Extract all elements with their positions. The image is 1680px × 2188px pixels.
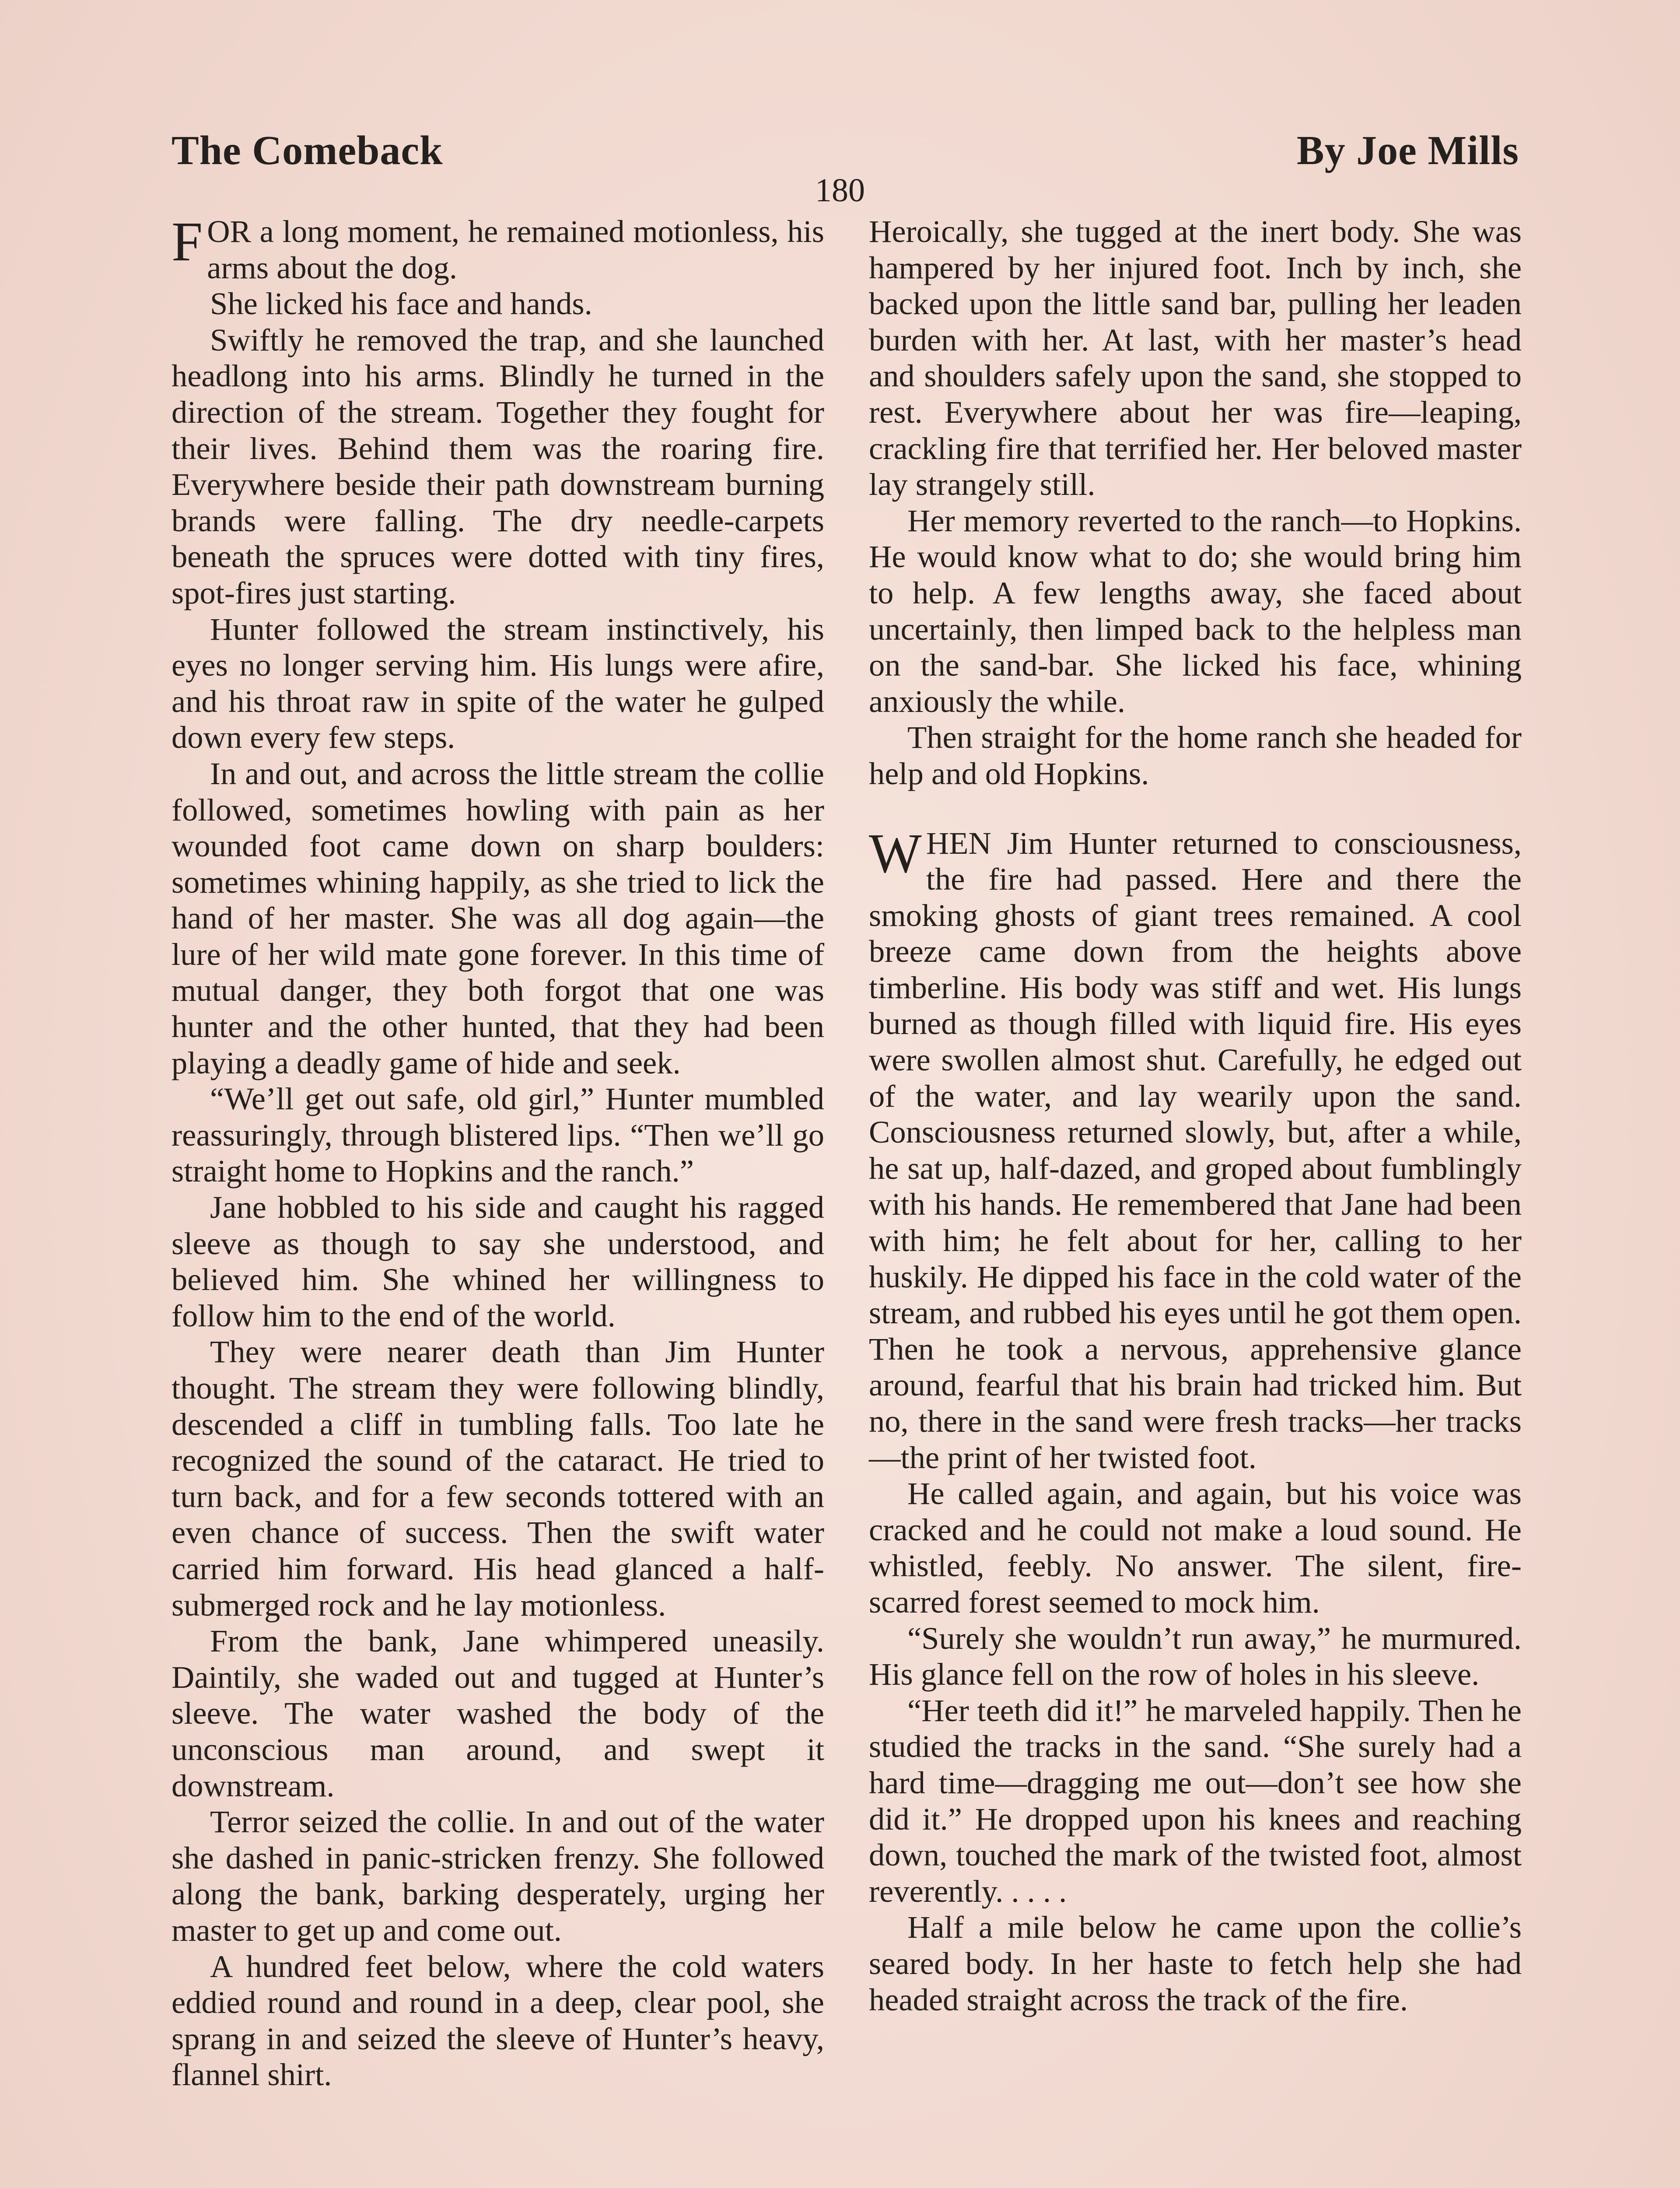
paragraph: FOR a long moment, he remained motionless, his arms about the dog. — [172, 210, 824, 285]
paragraph: In and out, and across the little stream the collie followed, sometimes howling with pain as her wounded foot came down on sharp boulders: sometimes whining happily, as she tried to lick the hand of her master. She was all dog again—the lure of her wild mate gone forever. In this time of mutual danger, they both forgot that one was hunter and the other hunted, that they had been playing a deadly game of hide and seek. — [172, 755, 824, 1080]
drop-cap: F — [172, 210, 203, 273]
story-author: By Joe Mills — [1296, 128, 1519, 173]
paragraph: Jane hobbled to his side and caught his ragged sleeve as though to say she understood, and believed him. She whined her willingness to follow him to the end of the world. — [172, 1189, 824, 1333]
left-column — [172, 210, 824, 2093]
paragraph: Terror seized the collie. In and out of the water she dashed in panic-stricken frenzy. She followed along the bank, barking desperately, urging her master to get up and come out. — [172, 1804, 824, 1948]
page-number: 180 — [815, 172, 865, 209]
paragraph: They were nearer death than Jim Hunter thought. The stream they were following blindly, descended a cliff in tumbling falls. Too late he recognized the sound of the cataract. He tried to turn back, and for a few seconds tottered with an even chance of success. Then the swift water carried him forward. His head glanced a half-submerged rock and he lay motionless. — [172, 1334, 824, 1623]
paragraph: Swiftly he removed the trap, and she launched headlong into his arms. Blindly he turned in the direction of the stream. Together they fought for their lives. Behind them was the roaring fire. Everywhere beside their path downstream burning brands were falling. The dry needle-carpets beneath the spruces were dotted with tiny fires, spot-fires just starting. — [172, 322, 824, 610]
paragraph: “Surely she wouldn’t run away,” he murmured. His glance fell on the row of holes in his sleeve. — [869, 1620, 1522, 1692]
paragraph: She licked his face and hands. — [210, 286, 592, 322]
paragraph: Half a mile below he came upon the collie’s seared body. In her haste to fetch help she had headed straight across the track of the fire. — [869, 1909, 1522, 2017]
paragraph: WHEN Jim Hunter returned to consciousness, the fire had passed. Here and there the smoking ghosts of giant trees remained. A cool breeze came down from the heights above timberline. His body was stiff and wet. His lungs burned as though filled with liquid fire. His eyes were swollen almost shut. Carefully, he edged out of the water, and lay wearily upon the sand. Consciousness returned slowly, but, after a while, he sat up, half-dazed, and groped about fumblingly with his hands. He remembered that Jane had been with him; he felt about for her, calling to her huskily. He dipped his face in the cold water of the stream, and rubbed his eyes until he got them open. Then he took a nervous, apprehensive glance around, fearful that his brain had tricked him. But no, there in the sand were fresh tracks—her tracks—the print of her twisted foot. — [869, 822, 1522, 1475]
paragraph: Hunter followed the stream instinctively, his eyes no longer serving him. His lungs were afire, and his throat raw in spite of the water he gulped down every few steps. — [172, 611, 824, 755]
story-title: The Comeback — [172, 128, 443, 173]
paragraph: “Her teeth did it!” he marveled happily. Then he studied the tracks in the sand. “She surely had a hard time—dragging me out—don’t see how she did it.” He dropped upon his knees and reaching down, touched the mark of the twisted foot, almost reverently. . . . . — [869, 1692, 1522, 1909]
paragraph: “We’ll get out safe, old girl,” Hunter mumbled reassuringly, through blistered lips. “Then we’ll go straight home to Hopkins and the ranch.” — [172, 1081, 824, 1189]
paragraph: Heroically, she tugged at the inert body. She was hampered by her injured foot. Inch by inch, she backed upon the little sand bar, pulling her leaden burden with her. At last, with her master’s head and shoulders safely upon the sand, she stopped to rest. Everywhere about her was fire—leaping, crackling fire that terrified her. Her beloved master lay strangely still. — [869, 214, 1522, 502]
paragraph: He called again, and again, but his voice was cracked and he could not make a loud sound. He whistled, feebly. No answer. The silent, fire-scarred forest seemed to mock him. — [869, 1476, 1522, 1620]
drop-cap: W — [869, 822, 922, 884]
right-column — [869, 214, 1522, 2018]
paragraph: From the bank, Jane whimpered uneasily. Daintily, she waded out and tugged at Hunter’s sleeve. The water washed the body of the unconscious man around, and swept it downstream. — [172, 1623, 824, 1803]
paragraph: A hundred feet below, where the cold waters eddied round and round in a deep, clear pool, she sprang in and seized the sleeve of Hunter’s heavy, flannel shirt. — [172, 1948, 824, 2093]
paragraph: Then straight for the home ranch she headed for help and old Hopkins. — [869, 719, 1522, 791]
paragraph: Her memory reverted to the ranch—to Hopkins. He would know what to do; she would bring him to help. A few lengths away, she faced about uncertainly, then limped back to the helpless man on the sand-bar. She licked his face, whining anxiously the while. — [869, 502, 1522, 719]
